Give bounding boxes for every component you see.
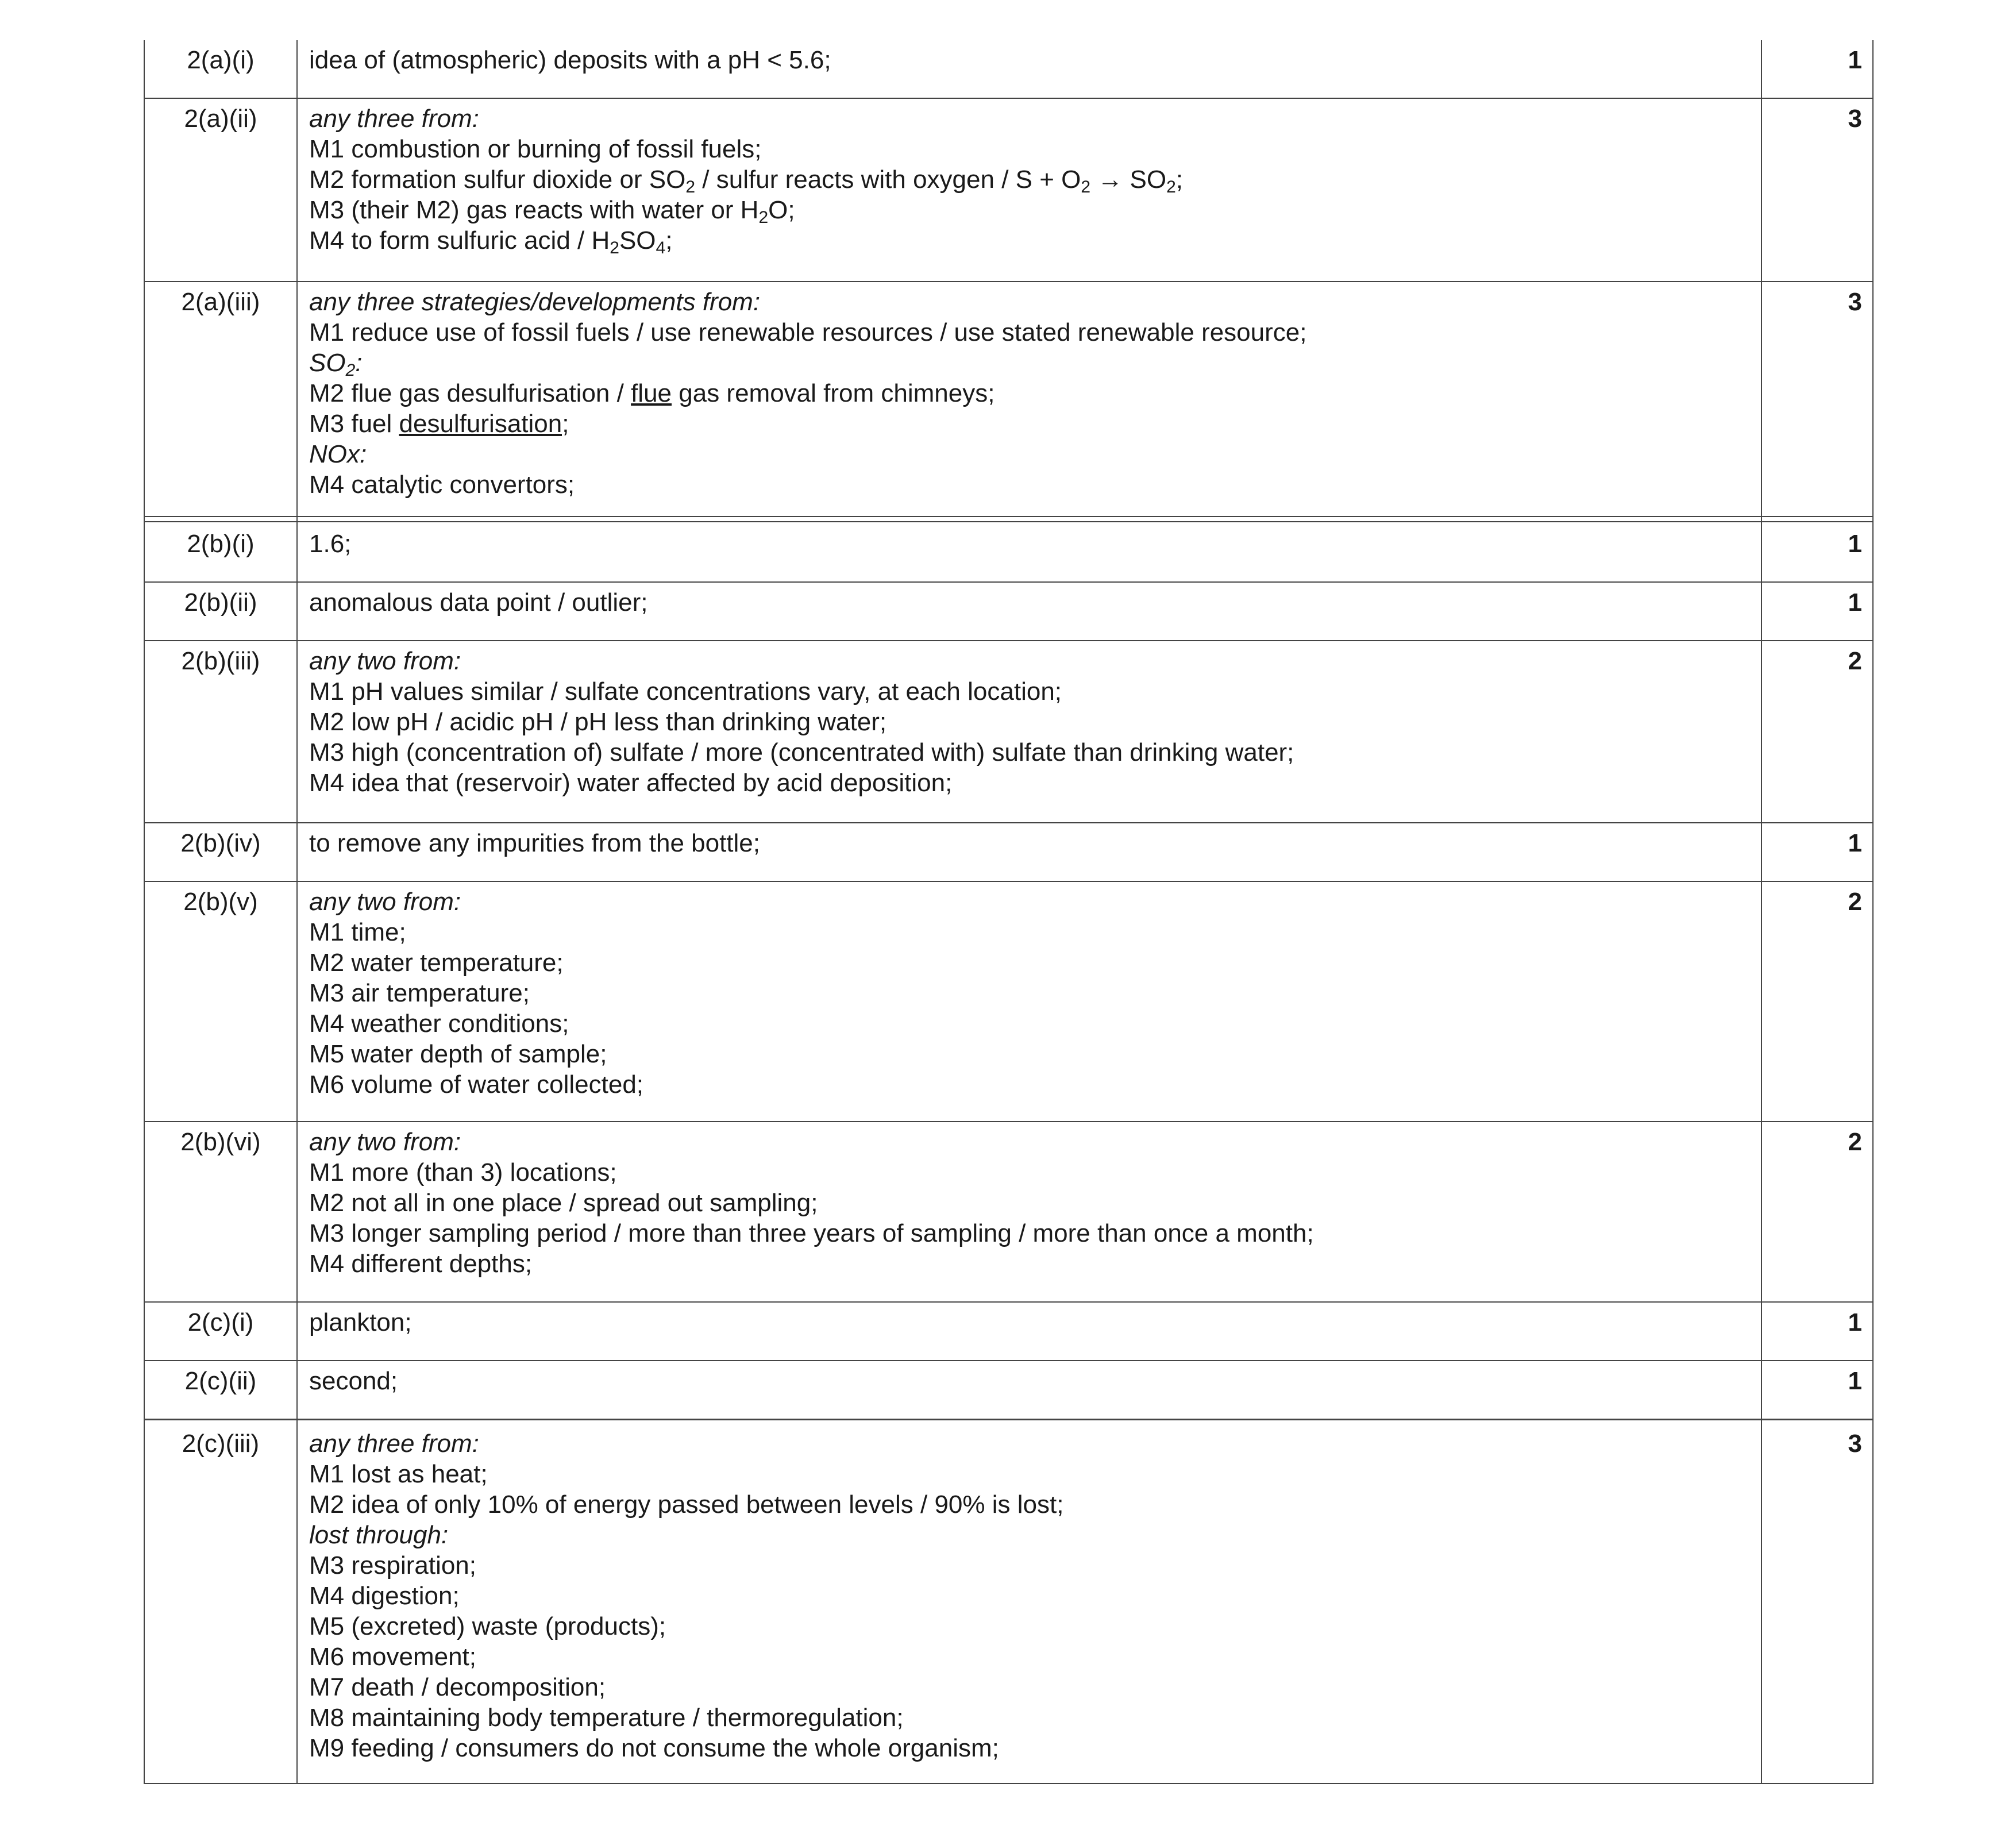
- answer-line: M1 pH values similar / sulfate concentrations vary, at each location;: [309, 677, 1062, 706]
- question-number: 2(b)(ii): [144, 582, 297, 641]
- answer-cell: [297, 823, 1761, 881]
- answer-line: M4 different depths;: [309, 1250, 533, 1278]
- answer-cell: [297, 1361, 1761, 1419]
- table-row: [144, 1122, 1873, 1302]
- marks-cell: 1: [1761, 1302, 1873, 1361]
- table-row: [144, 823, 1873, 881]
- table-row: [144, 282, 1873, 522]
- marks-cell: 1: [1761, 40, 1873, 98]
- question-number: 2(a)(i): [144, 40, 297, 98]
- answer-text: 1.6;: [309, 530, 352, 558]
- answer-line: M9 feeding / consumers do not consume the whole organism;: [309, 1734, 999, 1762]
- answer-cell: [297, 641, 1761, 823]
- answer-line: M4 to form sulfuric acid / $H_2SO_4$;: [309, 226, 673, 257]
- table-row: [144, 881, 1873, 1122]
- answer-line: M1 combustion or burning of fossil fuels;: [309, 135, 762, 163]
- mark-scheme-table-2c: [144, 1419, 1874, 1784]
- marks-cell: 1: [1761, 823, 1873, 881]
- mark-scheme-table-2b: [144, 516, 1874, 1420]
- answer-line: M7 death / decomposition;: [309, 1673, 606, 1701]
- answer-line: M5 water depth of sample;: [309, 1040, 607, 1068]
- table-row: [144, 582, 1873, 641]
- marks-cell: 1: [1761, 582, 1873, 641]
- answer-line: M3 fuel desulfurisation;: [309, 410, 569, 438]
- answer-line: M3 (their M2) gas reacts with water or $H_2O$;: [309, 196, 795, 227]
- answer-line: M5 (excreted) waste (products);: [309, 1612, 666, 1640]
- answer-cell: [297, 582, 1761, 641]
- table-row: [144, 1302, 1873, 1361]
- answer-heading: any three from:: [309, 105, 479, 133]
- answer-line: M3 air temperature;: [309, 979, 530, 1007]
- answer-cell: [297, 282, 1761, 522]
- answer-line: M4 idea that (reservoir) water affected by acid deposition;: [309, 769, 953, 797]
- question-number: 2(b)(vi): [144, 1122, 297, 1302]
- question-number: 2(b)(iii): [144, 641, 297, 823]
- answer-heading: any two from:: [309, 647, 461, 675]
- question-number: 2(b)(v): [144, 881, 297, 1122]
- answer-cell: [297, 1122, 1761, 1302]
- answer-line: M1 lost as heat;: [309, 1460, 488, 1488]
- marks-cell: 1: [1761, 1361, 1873, 1419]
- answer-subheading: lost through:: [309, 1521, 449, 1549]
- marks-cell: 2: [1761, 641, 1873, 823]
- marks-cell: 3: [1761, 98, 1873, 282]
- answer-cell: [297, 881, 1761, 1122]
- answer-line: M6 volume of water collected;: [309, 1070, 644, 1099]
- question-number: 2(a)(iii): [144, 282, 297, 522]
- answer-heading: any three strategies/developments from:: [309, 288, 761, 316]
- answer-text: to remove any impurities from the bottle;: [309, 829, 760, 857]
- question-number: 2(a)(ii): [144, 98, 297, 282]
- answer-line: M2 water temperature;: [309, 949, 564, 977]
- answer-line: M2 idea of only 10% of energy passed between levels / 90% is lost;: [309, 1490, 1064, 1519]
- answer-line: M3 respiration;: [309, 1551, 477, 1580]
- marks-cell: 3: [1761, 282, 1873, 522]
- answer-line: M6 movement;: [309, 1643, 476, 1671]
- answer-line: M1 more (than 3) locations;: [309, 1158, 617, 1186]
- table-row: [144, 1361, 1873, 1419]
- answer-line: M2 not all in one place / spread out sampling;: [309, 1189, 818, 1217]
- answer-text: idea of (atmospheric) deposits with a pH < 5.6;: [309, 46, 831, 74]
- answer-heading: any two from:: [309, 888, 461, 916]
- answer-line: M4 digestion;: [309, 1582, 460, 1610]
- answer-line: M8 maintaining body temperature / thermoregulation;: [309, 1704, 904, 1732]
- question-number: 2(b)(iv): [144, 823, 297, 881]
- answer-cell: [297, 40, 1761, 98]
- answer-text: plankton;: [309, 1308, 412, 1336]
- answer-line: M4 weather conditions;: [309, 1010, 569, 1038]
- answer-line: M3 high (concentration of) sulfate / more (concentrated with) sulfate than drinking water;: [309, 738, 1294, 766]
- answer-cell: [297, 1420, 1761, 1783]
- answer-line: M2 low pH / acidic pH / pH less than drinking water;: [309, 708, 887, 736]
- answer-cell: [297, 98, 1761, 282]
- table-row: [144, 98, 1873, 282]
- answer-line: M2 flue gas desulfurisation / flue gas removal from chimneys;: [309, 379, 995, 407]
- answer-line: M4 catalytic convertors;: [309, 471, 575, 499]
- answer-line: M1 reduce use of fossil fuels / use renewable resources / use stated renewable resource;: [309, 318, 1307, 346]
- marks-cell: 3: [1761, 1420, 1873, 1783]
- answer-text: anomalous data point / outlier;: [309, 588, 648, 617]
- answer-heading: any two from:: [309, 1128, 461, 1156]
- answer-line: M1 time;: [309, 918, 406, 946]
- question-number: 2(b)(i): [144, 517, 297, 582]
- answer-subheading: NOx:: [309, 440, 367, 468]
- marks-cell: 2: [1761, 1122, 1873, 1302]
- answer-subheading: $SO_2$:: [309, 349, 363, 380]
- question-number: 2(c)(iii): [144, 1420, 297, 1783]
- marks-cell: 2: [1761, 881, 1873, 1122]
- answer-cell: [297, 517, 1761, 582]
- table-row: [144, 517, 1873, 582]
- table-row: [144, 1420, 1873, 1783]
- mark-scheme-table-2a: [144, 40, 1874, 522]
- answer-text: second;: [309, 1367, 398, 1395]
- question-number: 2(c)(i): [144, 1302, 297, 1361]
- table-row: [144, 40, 1873, 98]
- answer-heading: any three from:: [309, 1430, 479, 1458]
- marks-cell: 1: [1761, 517, 1873, 582]
- answer-line: M2 formation sulfur dioxide or $SO_2$ / sulfur reacts with oxygen / $S + O_2 \to SO_2$;: [309, 165, 1183, 197]
- table-row: [144, 641, 1873, 823]
- question-number: 2(c)(ii): [144, 1361, 297, 1419]
- answer-line: M3 longer sampling period / more than three years of sampling / more than once a month;: [309, 1219, 1314, 1247]
- answer-cell: [297, 1302, 1761, 1361]
